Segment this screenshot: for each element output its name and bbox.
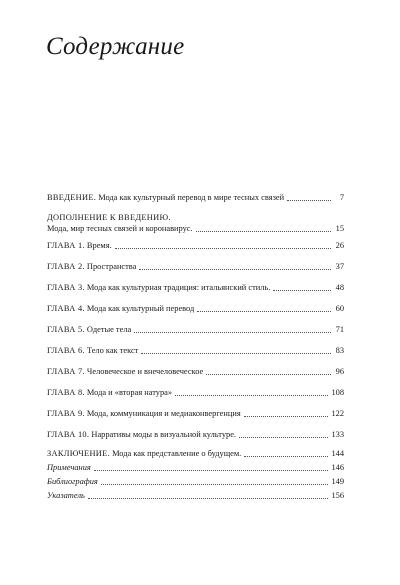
toc-entry-chapter-3[interactable] <box>47 284 344 295</box>
toc-page-number: 26 <box>335 241 344 250</box>
toc-entry-chapter-7[interactable] <box>47 368 344 379</box>
toc-entry-chapter-8[interactable] <box>47 389 344 400</box>
toc-entry-text: Мода, коммуникация и медиаконвергенция <box>84 409 241 418</box>
toc-page-number: 48 <box>335 283 344 292</box>
toc-page-number: 149 <box>331 477 344 486</box>
dot-leader <box>287 200 331 201</box>
toc-entry-text: Пространства <box>84 262 137 271</box>
toc-page-number: 108 <box>331 388 344 397</box>
toc-page-number: 122 <box>331 409 344 418</box>
toc-page-number: 83 <box>335 346 344 355</box>
toc-entry-title <box>47 194 284 202</box>
toc-entry-label: ВВЕДЕНИЕ. <box>47 193 97 202</box>
toc-entry-label: ГЛАВА 7. <box>47 367 85 376</box>
dot-leader <box>115 248 331 249</box>
toc-entry-chapter-6[interactable] <box>47 347 344 358</box>
dot-leader <box>206 374 331 375</box>
toc-page-number: 71 <box>335 325 344 334</box>
dot-leader <box>141 353 331 354</box>
toc-entry-label: ГЛАВА 8. <box>47 388 85 397</box>
toc-page-number: 7 <box>339 193 344 202</box>
dot-leader <box>244 456 328 457</box>
toc-entry-chapter-4[interactable] <box>47 305 344 316</box>
toc-page-number: 96 <box>335 367 344 376</box>
toc-entry-label: ГЛАВА 6. <box>47 346 85 355</box>
toc-entry-text: Библиография <box>47 477 98 486</box>
toc-entry-label: ГЛАВА 3. <box>47 283 85 292</box>
dot-leader <box>94 470 329 471</box>
toc-entry-title <box>47 284 270 292</box>
dot-leader <box>273 290 331 291</box>
toc-entry-text: Мода как культурная традиция: итальянский стиль. <box>84 283 271 292</box>
toc-entry-title <box>47 347 138 355</box>
toc-entry-chapter-10[interactable] <box>47 431 344 442</box>
page-title: Содержание <box>46 33 185 60</box>
dot-leader <box>101 484 329 485</box>
toc-entry-title <box>47 389 172 397</box>
toc-entry-title <box>47 263 136 271</box>
toc-entry-label: ГЛАВА 5. <box>47 325 85 334</box>
toc-page-number: 15 <box>335 224 344 233</box>
toc-entry-chapter-1[interactable] <box>47 242 344 253</box>
toc-entry-label: ГЛАВА 1. <box>47 241 85 250</box>
toc-entry-title <box>47 450 241 458</box>
toc-entry-text: Мода, мир тесных связей и коронавирус. <box>47 224 193 233</box>
toc-entry-text: Время. <box>84 241 112 250</box>
toc-entry-title <box>47 305 194 313</box>
toc-entry-text: Человеческое и внечеловеческое <box>84 367 204 376</box>
toc-entry-label: ГЛАВА 2. <box>47 262 85 271</box>
toc-page-number: 133 <box>331 430 344 439</box>
dot-leader <box>88 498 329 499</box>
toc-entry-text: Тело как текст <box>84 346 139 355</box>
dot-leader <box>196 231 331 232</box>
table-of-contents <box>47 194 344 503</box>
toc-entry-notes[interactable] <box>47 464 344 475</box>
toc-entry-title <box>47 368 203 376</box>
dot-leader <box>197 311 331 312</box>
toc-entry-title <box>47 326 131 334</box>
toc-entry-title <box>47 242 112 250</box>
toc-entry-addendum[interactable] <box>47 214 344 236</box>
toc-entry-text: Примечания <box>47 463 91 472</box>
toc-entry-text: Мода как культурный перевод <box>84 304 195 313</box>
toc-entry-text: Одетые тела <box>84 325 132 334</box>
dot-leader <box>175 395 328 396</box>
toc-entry-chapter-5[interactable] <box>47 326 344 337</box>
toc-entry-label: ГЛАВА 4. <box>47 304 85 313</box>
toc-entry-label: ГЛАВА 10. <box>47 430 90 439</box>
toc-entry-text: Мода как представление о будущем. <box>109 449 242 458</box>
toc-entry-title <box>47 431 236 439</box>
toc-page-number: 156 <box>331 491 344 500</box>
toc-page-number: 144 <box>331 449 344 458</box>
toc-page-number: 37 <box>335 262 344 271</box>
toc-entry-label: ДОПОЛНЕНИЕ К ВВЕДЕНИЮ. <box>47 213 171 222</box>
dot-leader <box>239 437 328 438</box>
toc-page-number: 60 <box>335 304 344 313</box>
dot-leader <box>244 416 329 417</box>
toc-entry-text: Нарративы моды в визуальной культуре. <box>89 430 237 439</box>
toc-entry-text: Указатель <box>47 491 85 500</box>
toc-entry-text: Мода как культурный перевод в мире тесных связей <box>96 193 285 202</box>
toc-page-number: 146 <box>331 463 344 472</box>
toc-entry-bibliography[interactable] <box>47 478 344 489</box>
toc-entry-label: ЗАКЛЮЧЕНИЕ. <box>47 449 110 458</box>
toc-entry-index[interactable] <box>47 492 344 503</box>
dot-leader <box>134 332 331 333</box>
toc-entry-chapter-2[interactable] <box>47 263 344 274</box>
toc-entry-conclusion[interactable] <box>47 450 344 461</box>
dot-leader <box>139 269 331 270</box>
toc-entry-title <box>47 410 241 418</box>
toc-entry-introduction[interactable] <box>47 194 344 205</box>
toc-entry-text: Мода и «вторая натура» <box>84 388 173 397</box>
toc-entry-chapter-9[interactable] <box>47 410 344 421</box>
toc-entry-label: ГЛАВА 9. <box>47 409 85 418</box>
